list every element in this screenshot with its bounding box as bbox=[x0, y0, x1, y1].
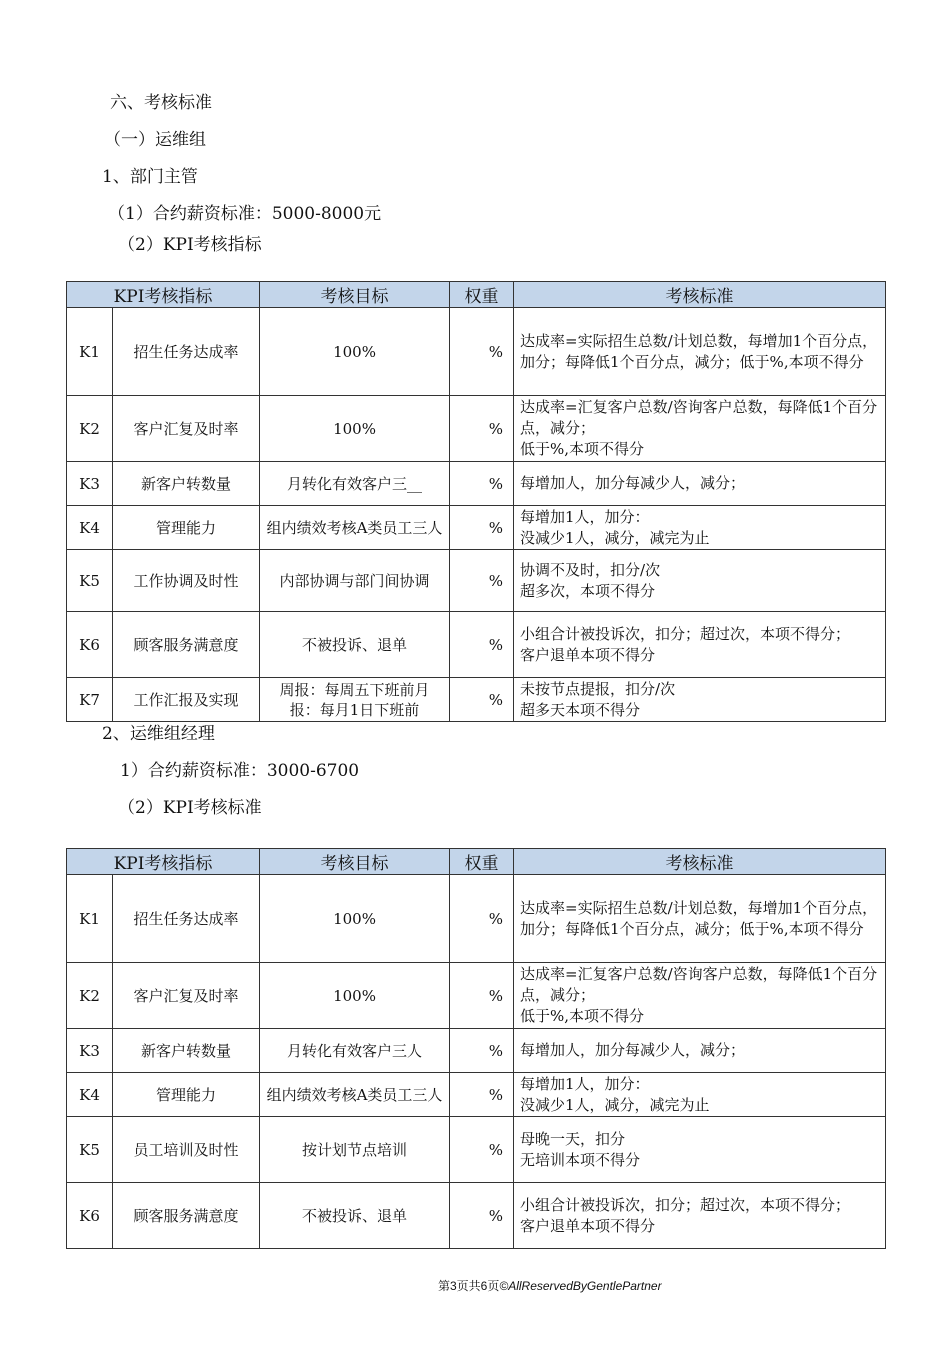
kpi-target: 不被投诉、退单 bbox=[260, 1183, 450, 1249]
kpi-target: 100% bbox=[260, 963, 450, 1029]
kpi-target: 月转化有效客户三__ bbox=[260, 462, 450, 506]
standard-line: 每增加人，加分每减少人，减分； bbox=[520, 1041, 746, 1059]
kpi-weight: % bbox=[450, 875, 514, 963]
kpi-code: K3 bbox=[67, 462, 113, 506]
kpi-name: 工作协调及时性 bbox=[113, 550, 260, 612]
kpi-name: 招生任务达成率 bbox=[113, 308, 260, 396]
standard-line: 达成率=汇复客户总数/咨询客户总数，每降低1个百分点，减分； bbox=[520, 398, 878, 437]
header-weight: 权重 bbox=[450, 282, 514, 308]
table-row bbox=[67, 875, 886, 963]
kpi-standard bbox=[514, 396, 886, 462]
kpi-table-manager bbox=[66, 848, 886, 1249]
standard-line: 每增加1人，加分： bbox=[520, 1074, 650, 1093]
standard-line: 每增加1人，加分： bbox=[520, 507, 650, 526]
kpi-code: K1 bbox=[67, 875, 113, 963]
kpi-standard bbox=[514, 550, 886, 612]
kpi-name: 管理能力 bbox=[113, 506, 260, 550]
table-row bbox=[67, 1183, 886, 1249]
kpi-code: K2 bbox=[67, 396, 113, 462]
standard-line: 每增加人，加分每减少人，减分； bbox=[520, 474, 746, 492]
table-row bbox=[67, 308, 886, 396]
table-row bbox=[67, 506, 886, 550]
role2-heading: 2、运维组经理 bbox=[102, 724, 215, 744]
kpi-code: K5 bbox=[67, 550, 113, 612]
standard-line: 达成率=汇复客户总数/咨询客户总数，每降低1个百分点，减分； bbox=[520, 965, 878, 1004]
kpi-standard bbox=[514, 1183, 886, 1249]
page-footer bbox=[438, 1277, 662, 1294]
table-header-row bbox=[67, 282, 886, 308]
kpi-weight: % bbox=[450, 1029, 514, 1073]
kpi-weight: % bbox=[450, 308, 514, 396]
kpi-target: 100% bbox=[260, 396, 450, 462]
kpi-target: 按计划节点培训 bbox=[260, 1117, 450, 1183]
kpi-table-supervisor bbox=[66, 281, 886, 722]
header-weight: 权重 bbox=[450, 849, 514, 875]
table-row bbox=[67, 678, 886, 722]
kpi-weight: % bbox=[450, 963, 514, 1029]
kpi-target: 组内绩效考核A类员工三人 bbox=[260, 506, 450, 550]
kpi-name: 员工培训及时性 bbox=[113, 1117, 260, 1183]
kpi-name: 顾客服务满意度 bbox=[113, 1183, 260, 1249]
kpi-code: K4 bbox=[67, 1073, 113, 1117]
role1-salary: （1）合约薪资标准：5000-8000元 bbox=[108, 204, 382, 224]
kpi-code: K6 bbox=[67, 612, 113, 678]
header-target: 考核目标 bbox=[260, 282, 450, 308]
standard-line: 超多天本项不得分 bbox=[520, 700, 641, 719]
table-row bbox=[67, 612, 886, 678]
kpi-standard bbox=[514, 678, 886, 722]
standard-line: 没减少1人，减分，减完为止 bbox=[520, 1095, 710, 1114]
table-row bbox=[67, 963, 886, 1029]
header-kpi: KPI考核指标 bbox=[67, 282, 260, 308]
kpi-standard bbox=[514, 1117, 886, 1183]
standard-line: 超多次，本项不得分 bbox=[520, 581, 656, 600]
table-row bbox=[67, 462, 886, 506]
kpi-code: K2 bbox=[67, 963, 113, 1029]
table-row bbox=[67, 1029, 886, 1073]
kpi-weight: % bbox=[450, 462, 514, 506]
header-kpi: KPI考核指标 bbox=[67, 849, 260, 875]
table-header-row bbox=[67, 849, 886, 875]
kpi-target: 周报：每周五下班前月报：每月1日下班前 bbox=[260, 678, 450, 722]
kpi-target: 不被投诉、退单 bbox=[260, 612, 450, 678]
role1-heading: 1、部门主管 bbox=[102, 167, 198, 187]
table-row bbox=[67, 396, 886, 462]
standard-line: 没减少1人，减分，减完为止 bbox=[520, 528, 710, 547]
kpi-standard bbox=[514, 1029, 886, 1073]
kpi-name: 管理能力 bbox=[113, 1073, 260, 1117]
kpi-standard bbox=[514, 308, 886, 396]
kpi-standard bbox=[514, 875, 886, 963]
kpi-standard bbox=[514, 462, 886, 506]
standard-line: 达成率=实际招生总数/计划总数，每增加1个百分点，加分；每降低1个百分点，减分；低于%,本项不得分 bbox=[520, 898, 878, 938]
kpi-standard bbox=[514, 1073, 886, 1117]
role2-salary: 1）合约薪资标准：3000-6700 bbox=[120, 761, 360, 781]
kpi-weight: % bbox=[450, 506, 514, 550]
header-target: 考核目标 bbox=[260, 849, 450, 875]
kpi-weight: % bbox=[450, 1117, 514, 1183]
kpi-weight: % bbox=[450, 612, 514, 678]
kpi-code: K3 bbox=[67, 1029, 113, 1073]
kpi-target: 内部协调与部门间协调 bbox=[260, 550, 450, 612]
header-standard: 考核标准 bbox=[514, 282, 886, 308]
copyright-text: ©AllReservedByGentlePartner bbox=[499, 1279, 662, 1293]
kpi-weight: % bbox=[450, 396, 514, 462]
standard-line: 达成率=实际招生总数/计划总数，每增加1个百分点，加分；每降低1个百分点，减分；低于%,本项不得分 bbox=[520, 331, 878, 371]
kpi-target: 月转化有效客户三人 bbox=[260, 1029, 450, 1073]
kpi-weight: % bbox=[450, 1183, 514, 1249]
standard-line: 母晚一天，扣分 bbox=[520, 1129, 626, 1148]
table-row bbox=[67, 550, 886, 612]
kpi-weight: % bbox=[450, 1073, 514, 1117]
page-number: 第3页共6页 bbox=[438, 1279, 500, 1293]
kpi-code: K7 bbox=[67, 678, 113, 722]
standard-line: 协调不及时，扣分/次 bbox=[520, 560, 661, 579]
standard-line: 小组合计被投诉次，扣分；超过次，本项不得分； bbox=[520, 1195, 851, 1214]
kpi-code: K4 bbox=[67, 506, 113, 550]
table-row bbox=[67, 1117, 886, 1183]
kpi-name: 客户汇复及时率 bbox=[113, 963, 260, 1029]
standard-line: 客户退单本项不得分 bbox=[520, 1216, 656, 1235]
role1-kpi-heading: （2）KPI考核指标 bbox=[118, 235, 262, 255]
kpi-code: K5 bbox=[67, 1117, 113, 1183]
section-heading: 六、考核标准 bbox=[110, 93, 212, 113]
standard-line: 客户退单本项不得分 bbox=[520, 645, 656, 664]
kpi-weight: % bbox=[450, 678, 514, 722]
standard-line: 低于%,本项不得分 bbox=[520, 440, 645, 458]
kpi-standard bbox=[514, 506, 886, 550]
standard-line: 未按节点提报，扣分/次 bbox=[520, 679, 676, 698]
role2-kpi-heading: （2）KPI考核标准 bbox=[118, 798, 262, 818]
kpi-target: 组内绩效考核A类员工三人 bbox=[260, 1073, 450, 1117]
table-row bbox=[67, 1073, 886, 1117]
kpi-name: 客户汇复及时率 bbox=[113, 396, 260, 462]
kpi-name: 新客户转数量 bbox=[113, 1029, 260, 1073]
standard-line: 小组合计被投诉次，扣分；超过次，本项不得分； bbox=[520, 624, 851, 643]
kpi-name: 新客户转数量 bbox=[113, 462, 260, 506]
kpi-standard bbox=[514, 612, 886, 678]
kpi-name: 工作汇报及实现 bbox=[113, 678, 260, 722]
standard-line: 低于%,本项不得分 bbox=[520, 1007, 645, 1025]
kpi-standard bbox=[514, 963, 886, 1029]
kpi-name: 顾客服务满意度 bbox=[113, 612, 260, 678]
kpi-target: 100% bbox=[260, 875, 450, 963]
kpi-code: K1 bbox=[67, 308, 113, 396]
header-standard: 考核标准 bbox=[514, 849, 886, 875]
kpi-weight: % bbox=[450, 550, 514, 612]
kpi-target: 100% bbox=[260, 308, 450, 396]
kpi-name: 招生任务达成率 bbox=[113, 875, 260, 963]
group-heading: （一）运维组 bbox=[104, 130, 206, 150]
standard-line: 无培训本项不得分 bbox=[520, 1150, 641, 1169]
kpi-code: K6 bbox=[67, 1183, 113, 1249]
